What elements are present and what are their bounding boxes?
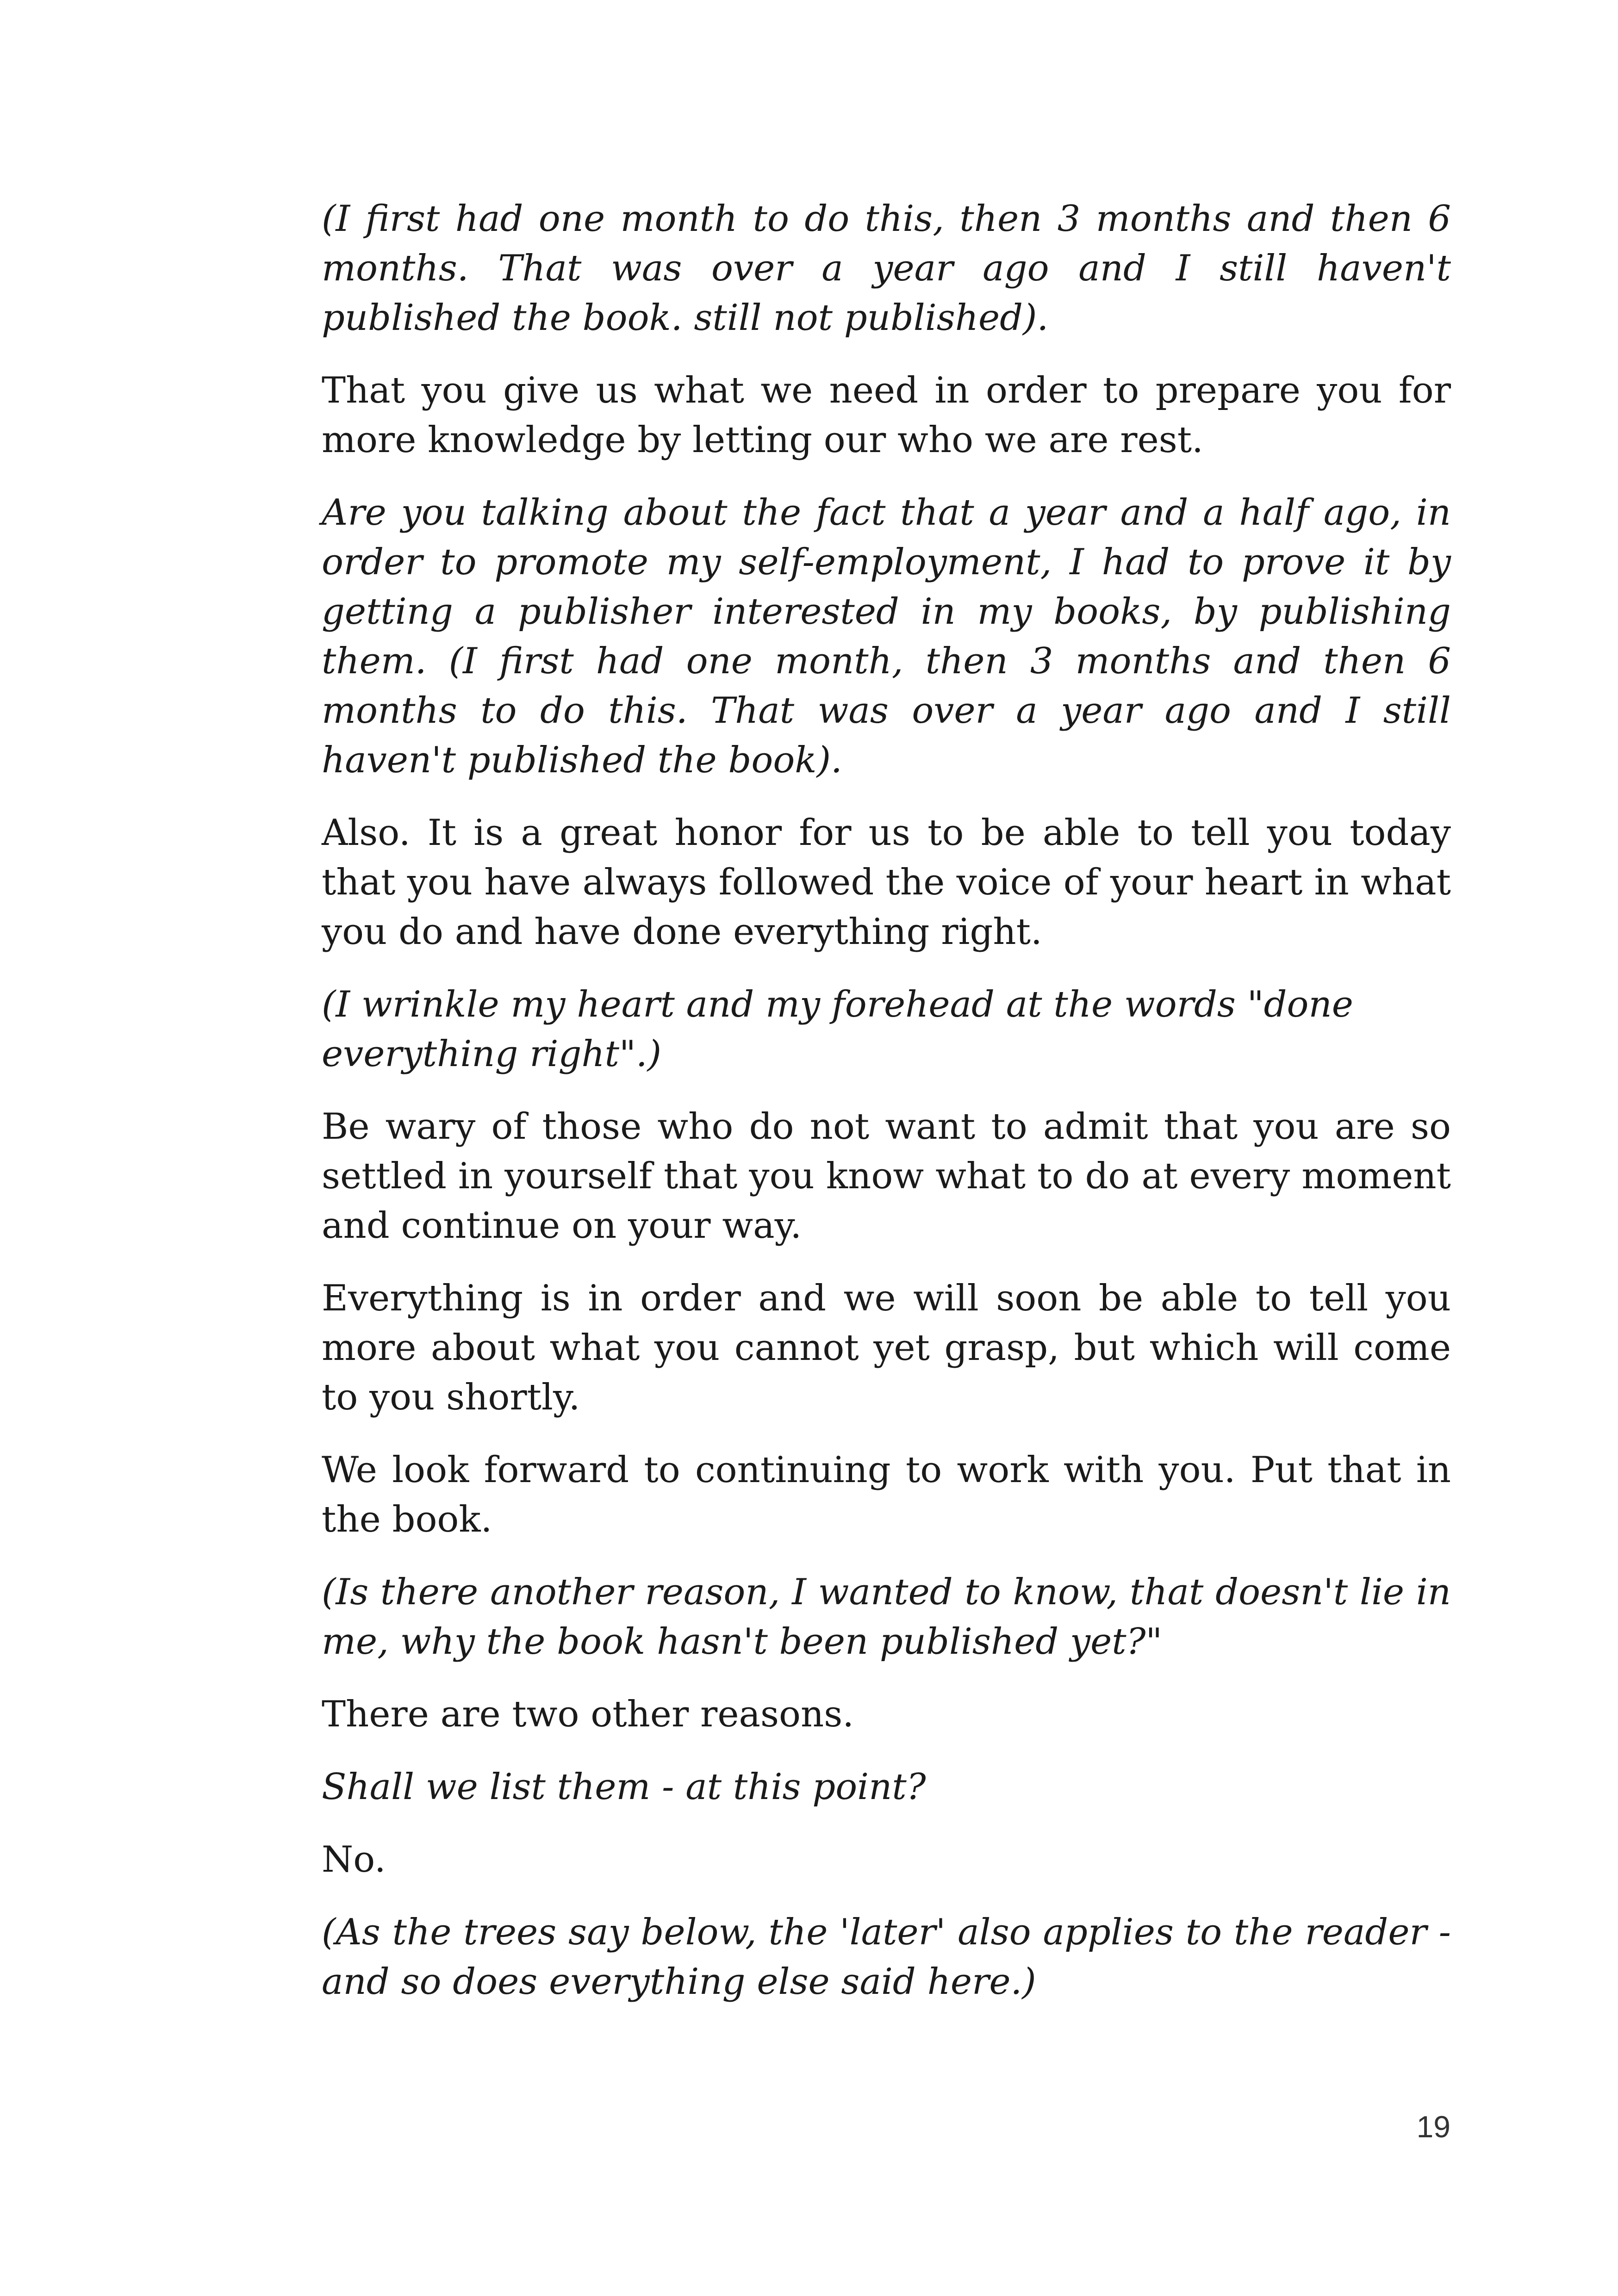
paragraph-question-3: (Is there another reason, I wanted to know, that doesn't lie in me, why the book hasn't been published yet?" bbox=[322, 1571, 1451, 1663]
paragraph-remark-2: (As the trees say below, the 'later' also applies to the reader - and so does everything else said here.) bbox=[322, 1911, 1451, 2003]
paragraph-answer-6: There are two other reasons. bbox=[322, 1694, 854, 1735]
paragraph-question-1: (I first had one month to do this, then 3 months and then 6 months. That was over a year ago and I still haven't published the book. still not published). bbox=[322, 198, 1451, 339]
paragraph-answer-7: No. bbox=[322, 1839, 386, 1880]
page-number: 19 bbox=[1416, 2110, 1450, 2144]
body-text bbox=[322, 194, 1451, 2030]
paragraph-question-4: Shall we list them - at this point? bbox=[322, 1766, 926, 1808]
paragraph-question-2: Are you talking about the fact that a year and a half ago, in order to promote my self-employment, I had to prove it by getting a publisher interested in my books, by publishing them. (I first had one month, then 3 months and then 6 months to do this. That was over a year ago and I still haven't published the book). bbox=[322, 492, 1451, 781]
paragraph-remark-1: (I wrinkle my heart and my forehead at the words "done everything right".) bbox=[322, 984, 1353, 1075]
paragraph-answer-2: Also. It is a great honor for us to be able to tell you today that you have always followed the voice of your heart in what you do and have done everything right. bbox=[322, 812, 1451, 953]
paragraph-answer-1: That you give us what we need in order to prepare you for more knowledge by letting our who we are rest. bbox=[322, 370, 1451, 461]
paragraph-answer-3: Be wary of those who do not want to admit that you are so settled in yourself that you know what to do at every moment and continue on your way. bbox=[322, 1106, 1451, 1247]
paragraph-answer-5: We look forward to continuing to work with you. Put that in the book. bbox=[322, 1449, 1451, 1540]
paragraph-answer-4: Everything is in order and we will soon be able to tell you more about what you cannot yet grasp, but which will come to you shortly. bbox=[322, 1278, 1451, 1418]
